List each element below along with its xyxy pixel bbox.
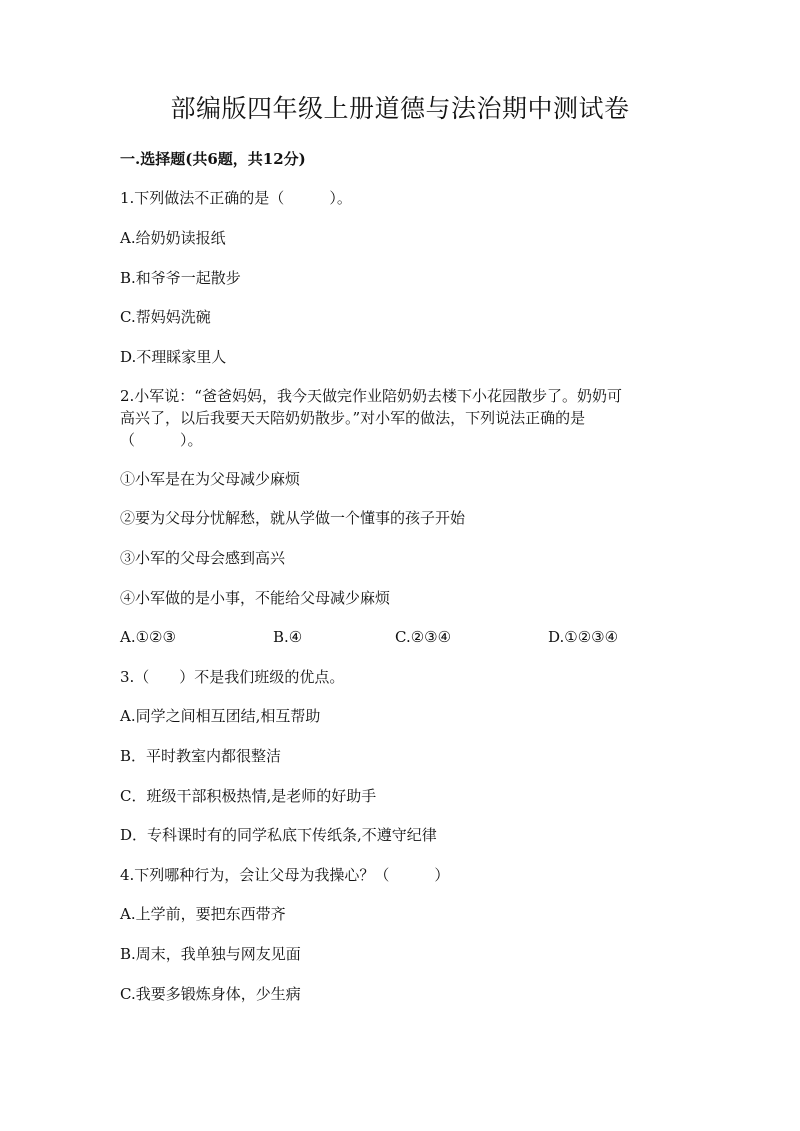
question-2-option-d[interactable]: D.①②③④ [548, 628, 619, 646]
question-1-stem: 1.下列做法不正确的是（ ）。 [120, 189, 352, 207]
question-3-option-d[interactable]: D．专科课时有的同学私底下传纸条,不遵守纪律 [120, 826, 437, 844]
question-1-option-d[interactable]: D.不理睬家里人 [120, 348, 227, 366]
question-1-option-c[interactable]: C.帮妈妈洗碗 [120, 308, 211, 326]
question-2-option-a[interactable]: A.①②③ [120, 628, 176, 646]
question-2-statement-1: ①小军是在为父母减少麻烦 [120, 470, 301, 488]
question-4-option-b[interactable]: B.周末，我单独与网友见面 [120, 945, 301, 963]
page-title: 部编版四年级上册道德与法治期中测试卷 [170, 94, 630, 123]
question-3-stem: 3.（ ）不是我们班级的优点。 [120, 668, 345, 686]
question-2-option-c[interactable]: C.②③④ [395, 628, 452, 646]
question-1-option-b[interactable]: B.和爷爷一起散步 [120, 269, 241, 287]
question-2-stem-line-1: 2.小军说：“爸爸妈妈，我今天做完作业陪奶奶去楼下小花园散步了。奶奶可 [120, 387, 622, 405]
question-1-option-a[interactable]: A.给奶奶读报纸 [120, 229, 226, 247]
question-2-stem-line-3: （ ）。 [120, 431, 203, 449]
question-2-options [120, 626, 680, 648]
question-3-option-c[interactable]: C．班级干部积极热情,是老师的好助手 [120, 787, 377, 805]
question-4-stem: 4.下列哪种行为，会让父母为我操心？（ ） [120, 866, 450, 884]
question-3-option-a[interactable]: A.同学之间相互团结,相互帮助 [120, 707, 321, 725]
question-2-option-b[interactable]: B.④ [273, 628, 303, 646]
question-3-option-b[interactable]: B．平时教室内都很整洁 [120, 747, 282, 765]
question-2-stem-line-2: 高兴了，以后我要天天陪奶奶散步。”对小军的做法，下列说法正确的是 [120, 409, 586, 427]
question-4-option-a[interactable]: A.上学前，要把东西带齐 [120, 905, 286, 923]
section-heading: 一.选择题(共6题，共12分) [120, 150, 306, 168]
question-2-statement-4: ④小军做的是小事，不能给父母减少麻烦 [120, 589, 391, 607]
question-4-option-c[interactable]: C.我要多锻炼身体，少生病 [120, 985, 301, 1003]
question-2-statement-2: ②要为父母分忧解愁，就从学做一个懂事的孩子开始 [120, 509, 466, 527]
question-2-statement-3: ③小军的父母会感到高兴 [120, 549, 286, 567]
